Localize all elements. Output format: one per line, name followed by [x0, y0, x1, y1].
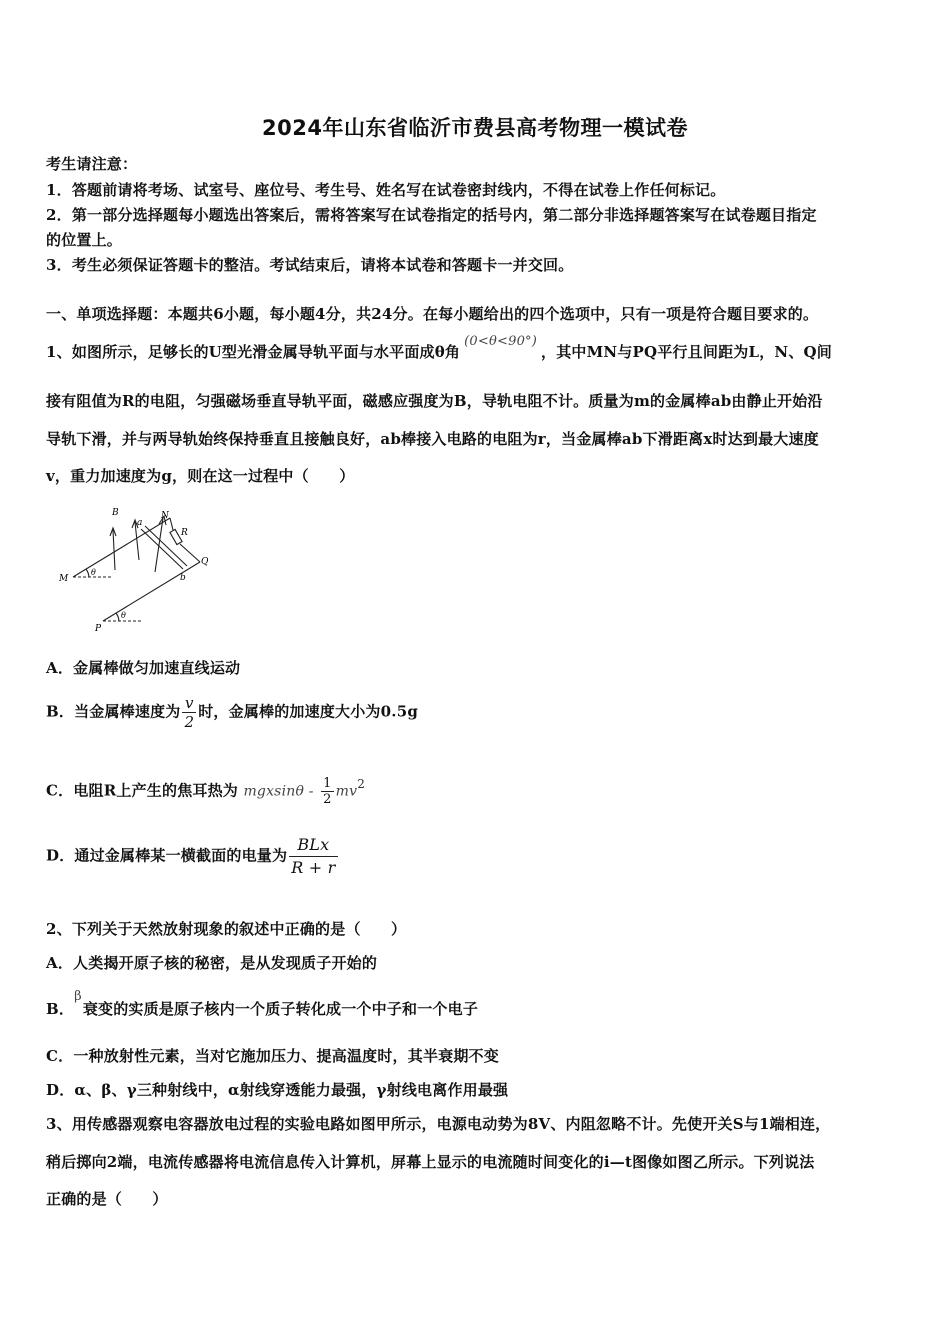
- fraction-numerator: v: [185, 694, 194, 712]
- fraction-numerator: BLx: [297, 835, 330, 854]
- math-expression: mv: [335, 783, 358, 800]
- fraction: [321, 776, 333, 807]
- label-B: B: [112, 508, 119, 518]
- option-text: B．: [46, 1000, 75, 1018]
- q2-option-c: C．一种放射性元素，当对它施加压力、提高温度时，其半衰期不变: [46, 1047, 499, 1065]
- q2-stem: 2、下列关于天然放射现象的叙述中正确的是（ ）: [46, 920, 407, 938]
- q1-figure: [55, 500, 225, 635]
- option-text: 衰变的实质是原子核内一个质子转化成一个中子和一个电子: [82, 1000, 479, 1018]
- q2-option-d: D．α、β、γ三种射线中，α射线穿透能力最强，γ射线电离作用最强: [46, 1081, 509, 1099]
- fraction-denominator: 2: [323, 792, 332, 807]
- q1-stem-part: 1、如图所示，足够长的U型光滑金属导轨平面与水平面成θ角: [46, 343, 461, 361]
- label-M: M: [59, 574, 69, 584]
- option-text: 时，金属棒的加速度大小为0.5g: [198, 702, 419, 721]
- notice-heading: 考生请注意：: [46, 155, 138, 173]
- beta-symbol: β: [74, 989, 82, 1004]
- notice-item: 3．考生必须保证答题卡的整洁。考试结束后，请将本试卷和答题卡一并交回。: [46, 256, 574, 274]
- angle-range: (0<θ<90°): [464, 334, 538, 349]
- math-expression: mgxsinθ -: [243, 783, 314, 800]
- label-Q: Q: [201, 557, 209, 567]
- fraction-numerator: 1: [323, 776, 332, 791]
- notice-item: 1．答题前请将考场、试室号、座位号、考生号、姓名写在试卷密封线内，不得在试卷上作任何标记。: [46, 181, 726, 199]
- fraction: [289, 834, 337, 879]
- q1-stem-line4: v，重力加速度为g，则在这一过程中（ ）: [46, 467, 355, 485]
- page-title: 2024年山东省临沂市费县高考物理一模试卷: [262, 116, 688, 140]
- option-text: D．通过金属棒某一横截面的电量为: [46, 846, 288, 865]
- fraction: [182, 694, 196, 731]
- q3-stem-line3: 正确的是（ ）: [46, 1190, 168, 1208]
- label-N: N: [161, 511, 169, 521]
- notice-item: 的位置上。: [46, 231, 123, 249]
- fraction-denominator: R + r: [291, 858, 336, 877]
- option-text: B．当金属棒速度为: [46, 702, 181, 721]
- label-a: a: [137, 518, 143, 528]
- q3-stem-line2: 稍后掷向2端，电流传感器将电流信息传入计算机，屏幕上显示的电流随时间变化的i—t图像如图乙所示。下列说法: [46, 1153, 815, 1171]
- notice-item: 2．第一部分选择题每小题选出答案后，需将答案写在试卷指定的括号内，第二部分非选择题答案写在试卷题目指定: [46, 206, 817, 224]
- label-theta: θ: [121, 611, 126, 620]
- section-heading: 一、单项选择题：本题共6小题，每小题4分，共24分。在每小题给出的四个选项中，只有一项是符合题目要求的。: [46, 305, 819, 323]
- fraction-denominator: 2: [184, 713, 195, 731]
- q2-option-b: [46, 989, 479, 1019]
- q2-option-a: A．人类揭开原子核的秘密，是从发现质子开始的: [46, 954, 378, 972]
- q3-stem-line1: 3、用传感器观察电容器放电过程的实验电路如图甲所示，电源电动势为8V、内阻忽略不计。先使开关S与1端相连，: [46, 1115, 831, 1133]
- label-R: R: [181, 528, 188, 538]
- q1-stem-line1: [46, 334, 833, 362]
- superscript: 2: [357, 776, 366, 791]
- q1-option-c: [46, 776, 365, 807]
- label-P: P: [95, 624, 102, 634]
- q1-stem-part: ，其中MN与PQ平行且间距为L，N、Q间: [541, 343, 833, 361]
- q1-option-d: [46, 834, 340, 879]
- option-text: C．电阻R上产生的焦耳热为: [46, 781, 239, 800]
- q1-stem-line2: 接有阻值为R的电阻，匀强磁场垂直导轨平面，磁感应强度为B，导轨电阻不计。质量为m的金属棒ab由静止开始沿: [46, 392, 823, 410]
- label-b: b: [180, 573, 186, 583]
- q1-stem-line3: 导轨下滑，并与两导轨始终保持垂直且接触良好，ab棒接入电路的电阻为r，当金属棒ab下滑距离x时达到最大速度: [46, 430, 819, 448]
- q1-option-a: A．金属棒做匀加速直线运动: [46, 659, 241, 677]
- q1-option-b: [46, 694, 418, 731]
- label-theta: θ: [91, 568, 96, 577]
